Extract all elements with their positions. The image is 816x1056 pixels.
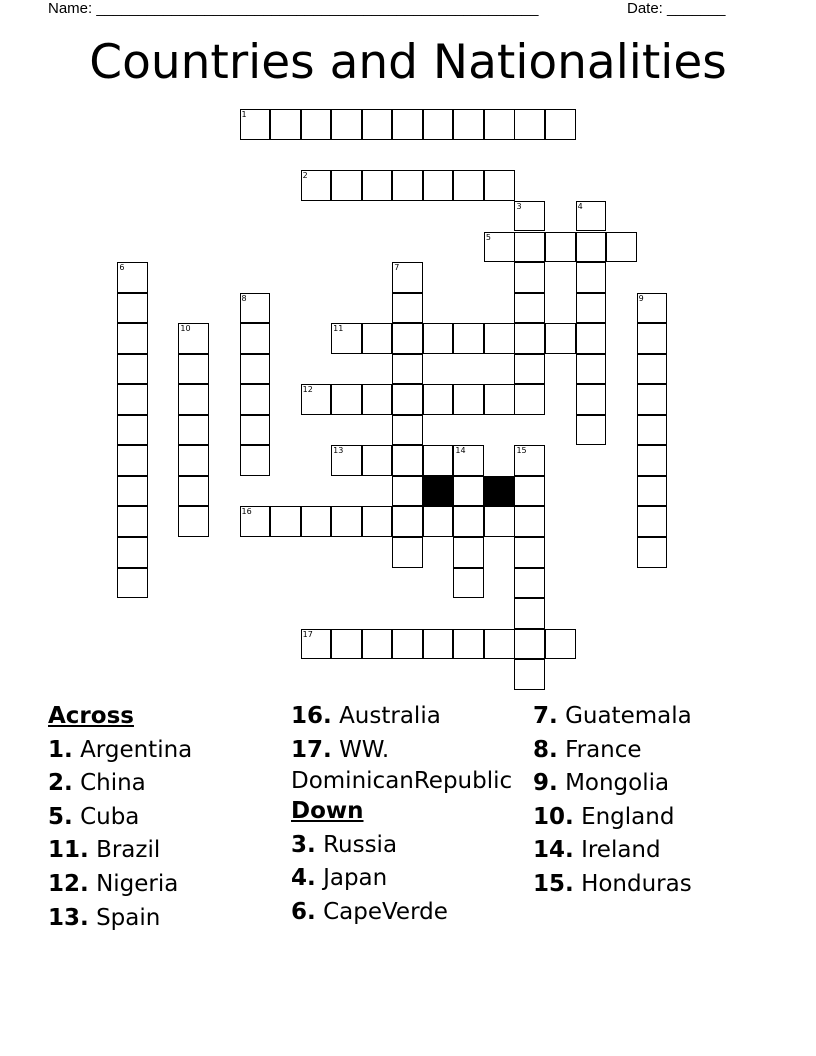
- grid-cell[interactable]: [362, 109, 393, 140]
- cell-number: 1: [241, 110, 247, 120]
- grid-cell[interactable]: [453, 568, 484, 599]
- grid-cell[interactable]: [301, 384, 332, 415]
- grid-cell[interactable]: [362, 323, 393, 354]
- clue: 11. Brazil: [48, 837, 161, 864]
- grid-cell[interactable]: [331, 445, 362, 476]
- grid-cell[interactable]: [392, 384, 423, 415]
- grid-cell[interactable]: [301, 629, 332, 660]
- grid-cell[interactable]: [453, 476, 484, 507]
- clue: 7. Guatemala: [533, 703, 692, 729]
- grid-cell[interactable]: [117, 415, 148, 446]
- cell-number: 15: [516, 446, 527, 456]
- across-heading: Across: [48, 703, 134, 729]
- cell-number: 9: [638, 293, 644, 303]
- black-cell: [423, 476, 454, 507]
- grid-cell[interactable]: [637, 293, 668, 324]
- grid-cell[interactable]: [178, 445, 209, 476]
- grid-cell[interactable]: [637, 476, 668, 507]
- grid-cell[interactable]: [117, 262, 148, 293]
- grid-cell[interactable]: [240, 415, 271, 446]
- clue: 1. Argentina: [48, 736, 193, 763]
- grid-cell[interactable]: [117, 537, 148, 568]
- cell-number: 8: [241, 293, 247, 303]
- grid-cell[interactable]: [637, 537, 668, 568]
- grid-cell[interactable]: [545, 323, 576, 354]
- grid-cell[interactable]: [423, 109, 454, 140]
- grid-cell[interactable]: [545, 232, 576, 263]
- name-field: Name: _____________________________________________________: [48, 0, 539, 17]
- cell-number: 6: [119, 263, 125, 273]
- grid-cell[interactable]: [117, 293, 148, 324]
- grid-cell[interactable]: [362, 170, 393, 201]
- grid-cell[interactable]: [637, 354, 668, 385]
- clue-column-2: [291, 700, 527, 930]
- grid-cell[interactable]: [514, 262, 545, 293]
- clue: 12. Nigeria: [48, 870, 179, 897]
- down-heading: Down: [291, 798, 364, 825]
- grid-cell[interactable]: [423, 445, 454, 476]
- grid-cell[interactable]: [545, 109, 576, 140]
- grid-cell[interactable]: [576, 323, 607, 354]
- grid-cell[interactable]: [392, 537, 423, 568]
- grid-cell[interactable]: [240, 354, 271, 385]
- cell-number: 11: [333, 324, 344, 334]
- grid-cell[interactable]: [514, 323, 545, 354]
- grid-cell[interactable]: [423, 170, 454, 201]
- grid-cell[interactable]: [362, 445, 393, 476]
- grid-cell[interactable]: [331, 323, 362, 354]
- date-field: Date: _______: [627, 0, 726, 17]
- grid-cell[interactable]: [514, 476, 545, 507]
- grid-cell[interactable]: [453, 384, 484, 415]
- grid-cell[interactable]: [514, 568, 545, 599]
- grid-cell[interactable]: [453, 629, 484, 660]
- grid-cell[interactable]: [514, 201, 545, 232]
- grid-cell[interactable]: [240, 506, 271, 537]
- grid-cell[interactable]: [392, 415, 423, 446]
- clue: 8. France: [533, 736, 642, 763]
- grid-cell[interactable]: [117, 506, 148, 537]
- grid-cell[interactable]: [637, 323, 668, 354]
- grid-cell[interactable]: [637, 415, 668, 446]
- page-title: Countries and Nationalities: [89, 35, 727, 90]
- grid-cell[interactable]: [240, 323, 271, 354]
- grid-cell[interactable]: [392, 629, 423, 660]
- grid-cell[interactable]: [392, 170, 423, 201]
- grid-cell[interactable]: [362, 384, 393, 415]
- grid-cell[interactable]: [484, 109, 515, 140]
- cell-number: 2: [302, 171, 308, 181]
- grid-cell[interactable]: [117, 445, 148, 476]
- grid-cell[interactable]: [545, 629, 576, 660]
- grid-cell[interactable]: [331, 384, 362, 415]
- grid-cell[interactable]: [117, 476, 148, 507]
- grid-cell[interactable]: [331, 629, 362, 660]
- grid-cell[interactable]: [453, 323, 484, 354]
- grid-cell[interactable]: [484, 384, 515, 415]
- grid-cell[interactable]: [514, 384, 545, 415]
- grid-cell[interactable]: [331, 109, 362, 140]
- cell-number: 17: [302, 629, 313, 639]
- grid-cell[interactable]: [514, 659, 545, 690]
- grid-cell[interactable]: [178, 506, 209, 537]
- grid-cell[interactable]: [270, 506, 301, 537]
- grid-cell[interactable]: [576, 201, 607, 232]
- grid-cell[interactable]: [423, 629, 454, 660]
- grid-cell[interactable]: [484, 506, 515, 537]
- clue: 15. Honduras: [533, 870, 692, 897]
- clue: 10. England: [533, 803, 675, 830]
- clue-column-3: [533, 700, 793, 902]
- grid-cell[interactable]: [301, 109, 332, 140]
- grid-cell[interactable]: [240, 109, 271, 140]
- grid-cell[interactable]: [453, 170, 484, 201]
- grid-cell[interactable]: [514, 109, 545, 140]
- grid-cell[interactable]: [392, 293, 423, 324]
- grid-cell[interactable]: [637, 445, 668, 476]
- cell-number: 16: [241, 507, 252, 517]
- clue: 2. China: [48, 770, 146, 797]
- grid-cell[interactable]: [606, 232, 637, 263]
- clue: 13. Spain: [48, 904, 161, 931]
- grid-cell[interactable]: [240, 445, 271, 476]
- grid-cell[interactable]: [392, 445, 423, 476]
- clue: 17. WW.: [291, 736, 390, 763]
- clue: 14. Ireland: [533, 837, 661, 864]
- grid-cell[interactable]: [392, 262, 423, 293]
- cell-number: 7: [394, 263, 400, 273]
- grid-cell[interactable]: [484, 170, 515, 201]
- grid-cell[interactable]: [178, 415, 209, 446]
- grid-cell[interactable]: [484, 629, 515, 660]
- grid-cell[interactable]: [423, 506, 454, 537]
- cell-number: 3: [516, 201, 522, 211]
- grid-cell[interactable]: [362, 629, 393, 660]
- grid-cell[interactable]: [514, 537, 545, 568]
- grid-cell[interactable]: [453, 506, 484, 537]
- grid-cell[interactable]: [392, 476, 423, 507]
- grid-cell[interactable]: [392, 323, 423, 354]
- grid-cell[interactable]: [576, 293, 607, 324]
- grid-cell[interactable]: [453, 445, 484, 476]
- cell-number: 13: [333, 446, 344, 456]
- grid-cell[interactable]: [637, 506, 668, 537]
- grid-cell[interactable]: [514, 232, 545, 263]
- grid-cell[interactable]: [453, 537, 484, 568]
- cell-number: 4: [577, 201, 583, 211]
- clue: 3. Russia: [291, 831, 398, 858]
- grid-cell[interactable]: [301, 170, 332, 201]
- cell-number: 12: [302, 385, 313, 395]
- grid-cell[interactable]: [423, 384, 454, 415]
- grid-cell[interactable]: [117, 323, 148, 354]
- grid-cell[interactable]: [117, 354, 148, 385]
- grid-cell[interactable]: [392, 506, 423, 537]
- grid-cell[interactable]: [240, 293, 271, 324]
- grid-cell[interactable]: [178, 323, 209, 354]
- grid-cell[interactable]: [240, 384, 271, 415]
- grid-cell[interactable]: [514, 354, 545, 385]
- clue-continuation: DominicanRepublic: [291, 768, 513, 795]
- grid-cell[interactable]: [514, 629, 545, 660]
- grid-cell[interactable]: [514, 445, 545, 476]
- clue: 5. Cuba: [48, 803, 140, 830]
- cell-number: 5: [485, 232, 491, 242]
- grid-cell[interactable]: [423, 323, 454, 354]
- grid-cell[interactable]: [301, 506, 332, 537]
- grid-cell[interactable]: [453, 109, 484, 140]
- grid-cell[interactable]: [117, 568, 148, 599]
- clue: 6. CapeVerde: [291, 898, 448, 925]
- grid-cell[interactable]: [331, 170, 362, 201]
- grid-cell[interactable]: [484, 232, 515, 263]
- grid-cell[interactable]: [331, 506, 362, 537]
- grid-cell[interactable]: [392, 109, 423, 140]
- clue: 4. Japan: [291, 865, 388, 892]
- clue-column-1: [48, 700, 283, 935]
- clue: 16. Australia: [291, 703, 441, 729]
- grid-cell[interactable]: [514, 598, 545, 629]
- grid-cell[interactable]: [178, 354, 209, 385]
- cell-number: 10: [180, 324, 191, 334]
- grid-cell[interactable]: [576, 384, 607, 415]
- grid-cell[interactable]: [637, 384, 668, 415]
- grid-cell[interactable]: [362, 506, 393, 537]
- clue: 9. Mongolia: [533, 770, 670, 797]
- grid-cell[interactable]: [514, 506, 545, 537]
- cell-number: 14: [455, 446, 466, 456]
- grid-cell[interactable]: [576, 232, 607, 263]
- grid-cell[interactable]: [178, 476, 209, 507]
- black-cell: [484, 476, 515, 507]
- grid-cell[interactable]: [576, 354, 607, 385]
- grid-cell[interactable]: [576, 415, 607, 446]
- grid-cell[interactable]: [270, 109, 301, 140]
- grid-cell[interactable]: [576, 262, 607, 293]
- grid-cell[interactable]: [178, 384, 209, 415]
- grid-cell[interactable]: [514, 293, 545, 324]
- grid-cell[interactable]: [392, 354, 423, 385]
- grid-cell[interactable]: [484, 323, 515, 354]
- grid-cell[interactable]: [117, 384, 148, 415]
